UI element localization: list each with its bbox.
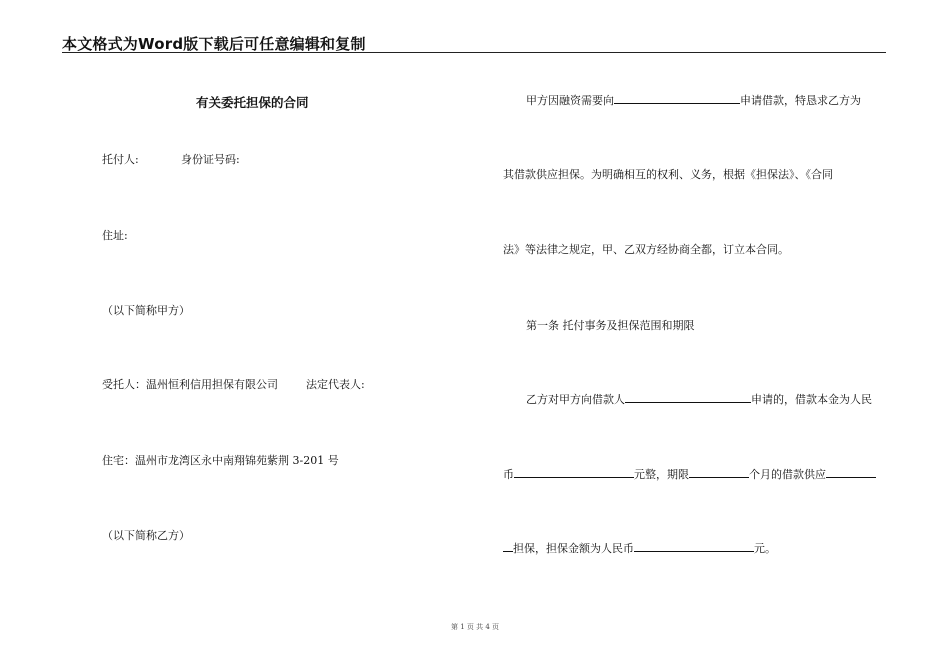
p5-text-c: 个月的借款供应 [749, 468, 826, 481]
paragraph-2-line-3 [503, 541, 776, 556]
p1-text-a: 甲方因融资需要向 [526, 94, 614, 107]
paragraph-1-line-2: 其借款供应担保。为明确相互的权利、义务，根据《担保法》、《合同 [503, 168, 833, 181]
article-1-heading: 第一条 托付事务及担保范围和期限 [526, 319, 695, 332]
p4-text-a: 乙方对甲方向借款人 [526, 393, 625, 406]
id-number-label: 身份证号码: [181, 153, 240, 166]
p5-text-a: 币 [503, 468, 514, 481]
agent-line: 受托人：温州恒利信用担保有限公司 [102, 378, 278, 391]
lender-blank[interactable] [614, 93, 740, 104]
guarantee-amount-blank[interactable] [634, 541, 754, 552]
paragraph-2-line-2 [503, 467, 876, 482]
paragraph-1-line-3: 法》等法律之规定，甲、乙双方经协商全都，订立本合同。 [503, 243, 789, 256]
p5-text-b: 元整，期限 [634, 468, 689, 481]
paragraph-2-line-1 [526, 392, 872, 407]
p4-text-b: 申请的，借款本金为人民 [751, 393, 872, 406]
guarantee-type-blank-cont[interactable] [503, 541, 513, 552]
header-rule [62, 52, 886, 53]
borrower-blank[interactable] [625, 392, 751, 403]
guarantee-type-blank[interactable] [826, 467, 876, 478]
principal-amount-blank[interactable] [514, 467, 634, 478]
party-a-note: （以下简称甲方） [102, 304, 190, 317]
p6-text-b: 元。 [754, 542, 776, 555]
legal-rep-label: 法定代表人: [306, 378, 365, 391]
term-months-blank[interactable] [689, 467, 749, 478]
p1-text-b: 申请借款，特恳求乙方为 [740, 94, 861, 107]
page-number: 第 1 页 共 4 页 [450, 623, 500, 631]
document-title: 有关委托担保的合同 [196, 95, 309, 110]
principal-label: 托付人: [102, 153, 139, 166]
residence-line: 住宅：温州市龙湾区永中南翔锦苑紫荆 3-201 号 [102, 454, 339, 467]
p6-text-a: 担保，担保金额为人民币 [513, 542, 634, 555]
party-b-note: （以下简称乙方） [102, 529, 190, 542]
paragraph-1-line-1 [526, 93, 861, 108]
download-header: 本文格式为Word版下载后可任意编辑和复制 [62, 35, 366, 53]
address-label: 住址: [102, 229, 128, 242]
